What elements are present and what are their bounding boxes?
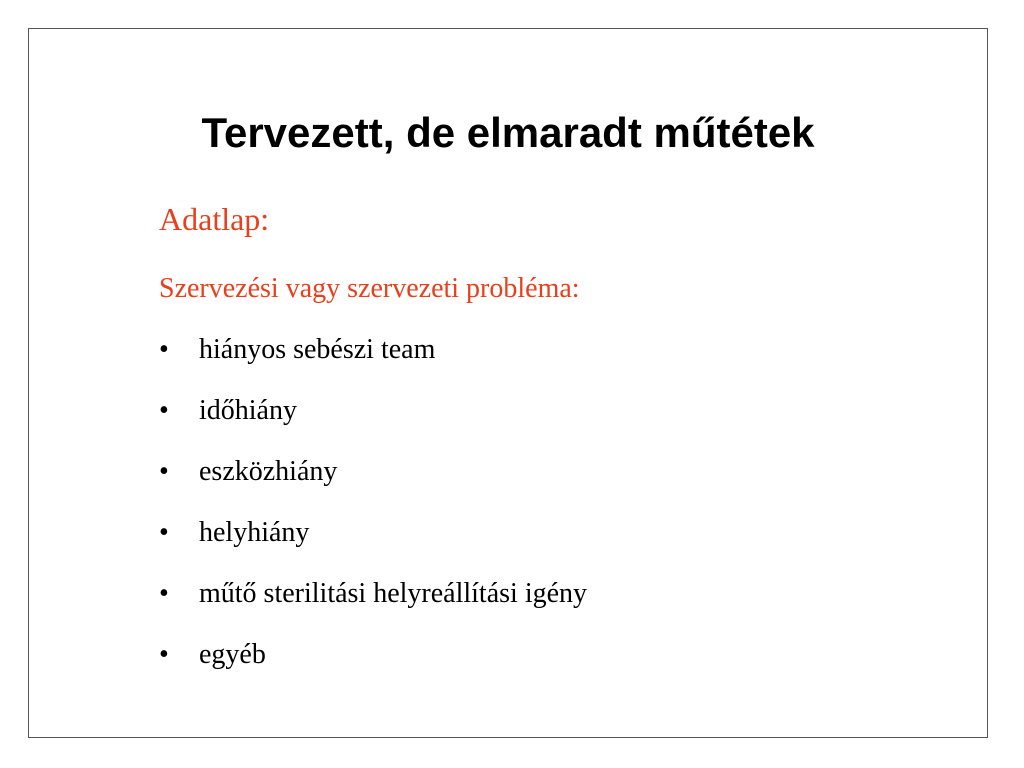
bullet-item — [159, 332, 587, 393]
bullet-text: időhiány — [199, 395, 297, 426]
bullet-text: műtő sterilitási helyreállítási igény — [199, 578, 588, 609]
section-subheading: Szervezési vagy szervezeti probléma: — [159, 273, 580, 304]
bullet-icon: • — [159, 334, 169, 365]
slide-title: Tervezett, de elmaradt műtétek — [201, 109, 815, 156]
bullet-icon: • — [159, 517, 169, 548]
bullet-list — [159, 332, 587, 698]
bullet-item — [159, 576, 587, 637]
bullet-icon: • — [159, 639, 169, 670]
bullet-item — [159, 637, 587, 698]
bullet-text: helyhiány — [199, 517, 310, 548]
section-heading: Adatlap: — [159, 201, 270, 237]
bullet-icon: • — [159, 578, 169, 609]
bullet-item — [159, 454, 587, 515]
bullet-item — [159, 393, 587, 454]
bullet-text: eszközhiány — [199, 456, 338, 487]
bullet-icon: • — [159, 456, 169, 487]
bullet-icon: • — [159, 395, 169, 426]
bullet-text: hiányos sebészi team — [199, 334, 436, 365]
bullet-text: egyéb — [199, 639, 266, 670]
bullet-item — [159, 515, 587, 576]
slide — [28, 28, 988, 738]
